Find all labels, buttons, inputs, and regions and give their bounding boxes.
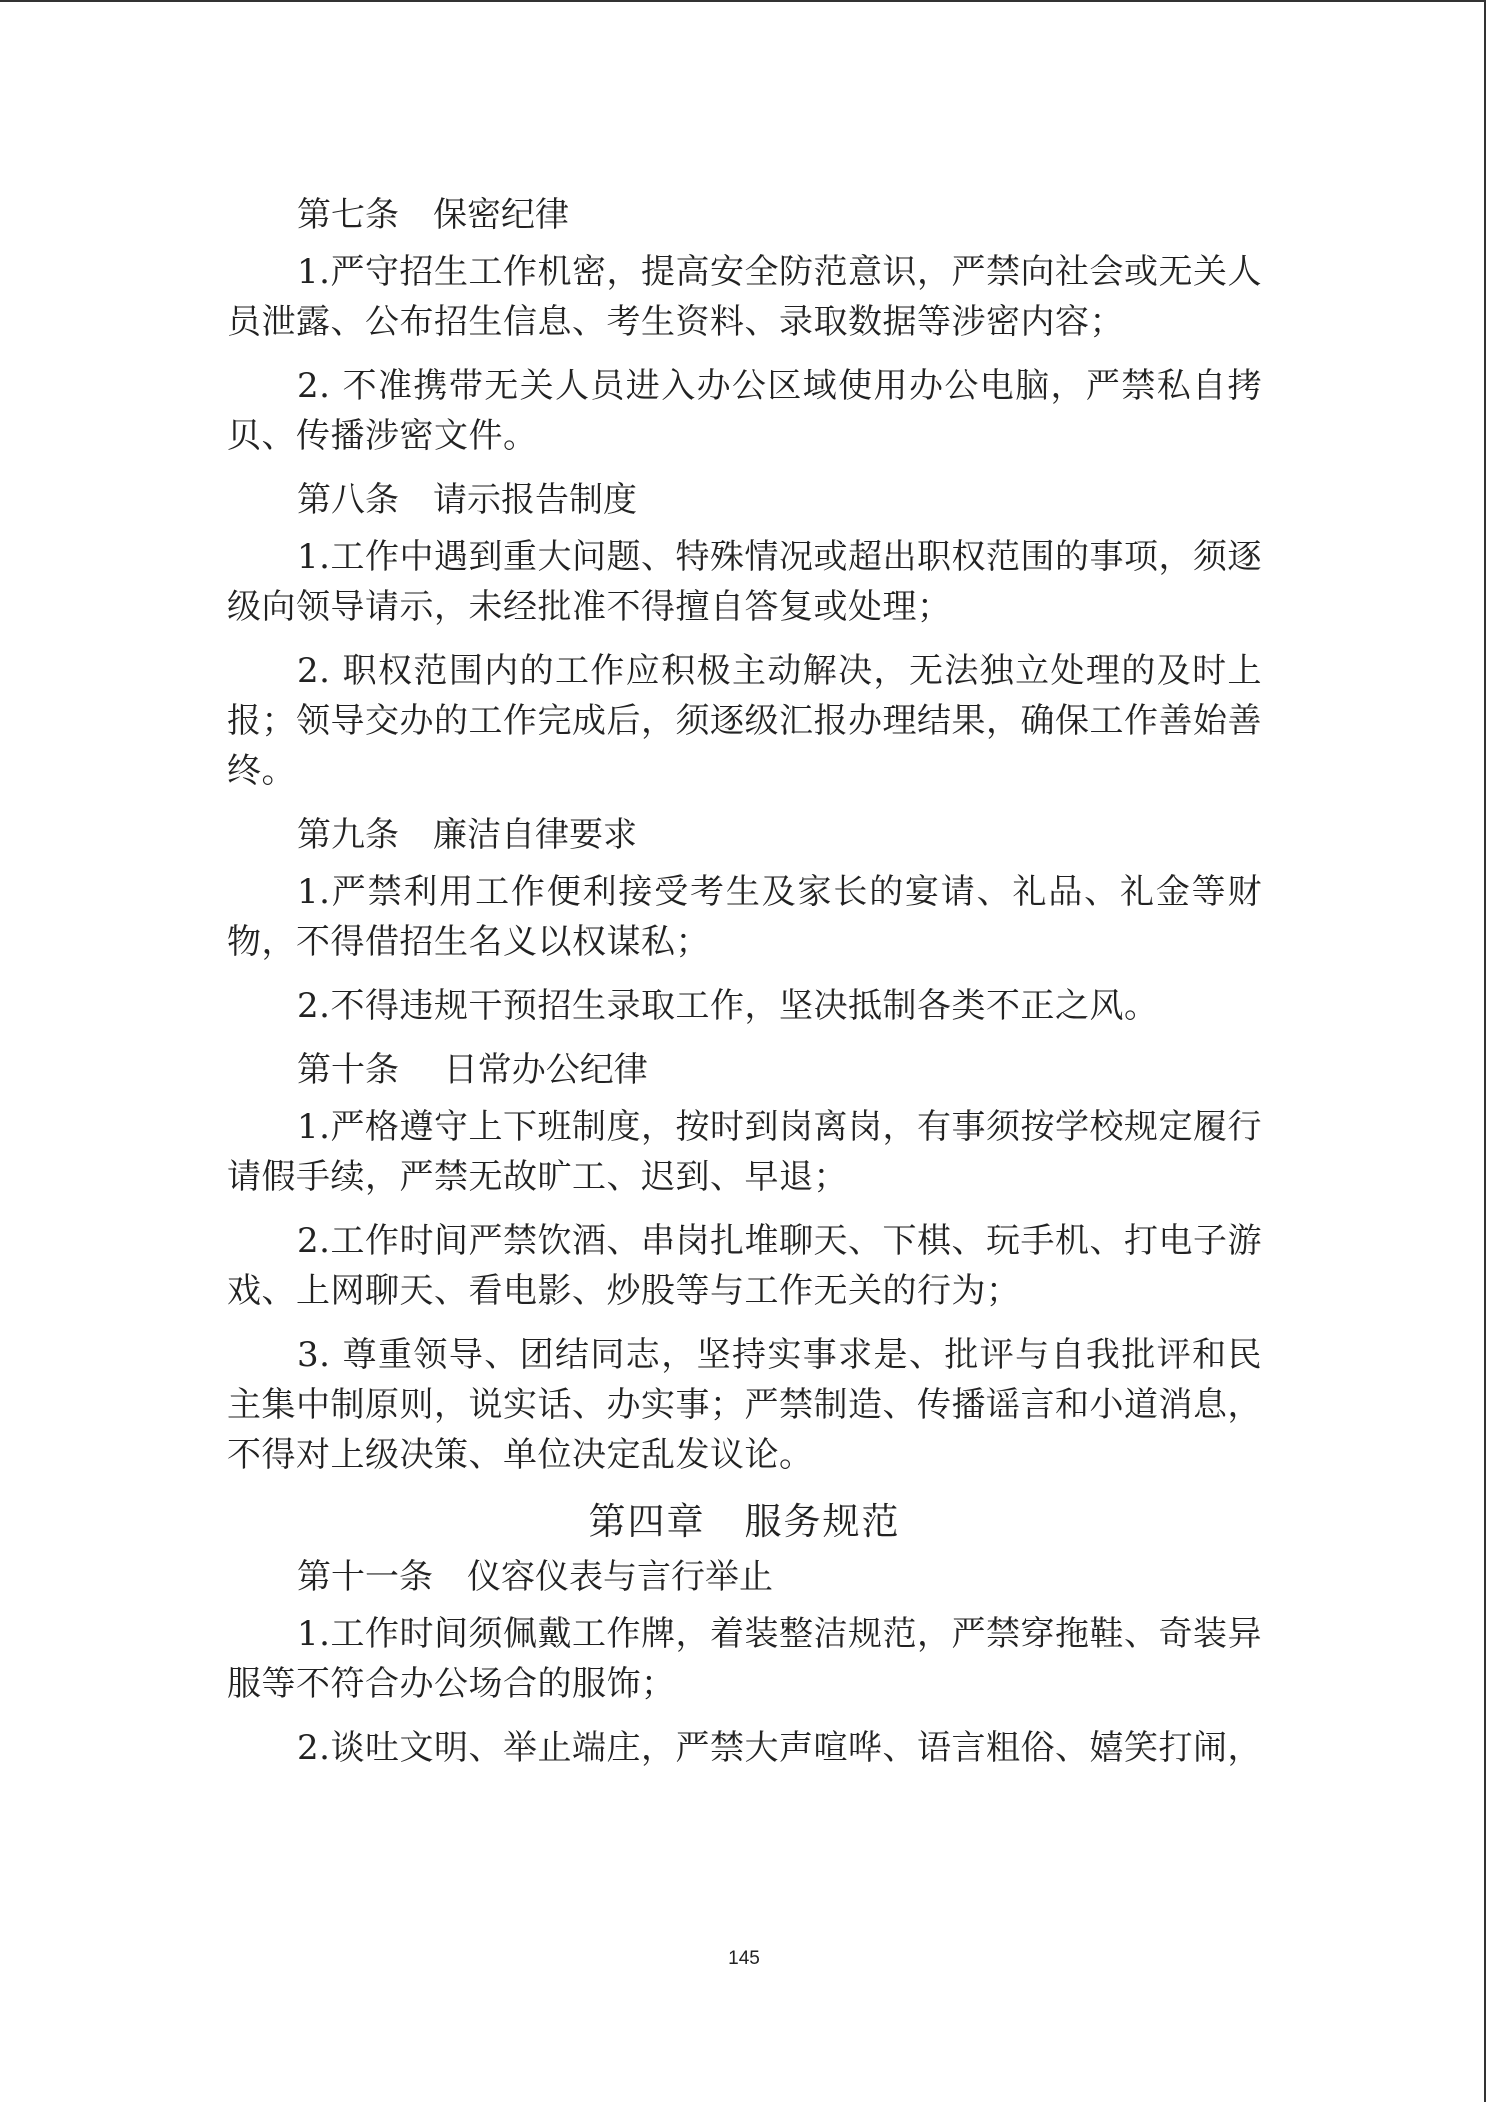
paragraph: 1.严禁利用工作便利接受考生及家长的宴请、礼品、礼金等财物，不得借招生名义以权谋私； <box>227 872 1262 962</box>
article-heading: 第十条 日常办公纪律 <box>297 1050 648 1090</box>
article-heading: 第九条 廉洁自律要求 <box>297 815 637 855</box>
paragraph: 1.工作中遇到重大问题、特殊情况或超出职权范围的事项，须逐级向领导请示，未经批准不得擅自答复或处理； <box>227 537 1262 627</box>
paragraph: 2. 职权范围内的工作应积极主动解决，无法独立处理的及时上报；领导交办的工作完成后，须逐级汇报办理结果，确保工作善始善终。 <box>227 651 1262 791</box>
document-body <box>227 190 1262 1787</box>
paragraph: 2. 不准携带无关人员进入办公区域使用办公电脑，严禁私自拷贝、传播涉密文件。 <box>227 366 1262 456</box>
article-heading: 第十一条 仪容仪表与言行举止 <box>297 1557 773 1597</box>
paragraph: 2.不得违规干预招生录取工作，坚决抵制各类不正之风。 <box>297 986 1159 1026</box>
paragraph: 3. 尊重领导、团结同志，坚持实事求是、批评与自我批评和民主集中制原则，说实话、办实事；严禁制造、传播谣言和小道消息，不得对上级决策、单位决定乱发议论。 <box>227 1335 1262 1475</box>
paragraph: 2.谈吐文明、举止端庄，严禁大声喧哗、语言粗俗、嬉笑打闹， <box>297 1728 1262 1768</box>
chapter-heading: 第四章 服务规范 <box>588 1500 901 1543</box>
article-heading: 第八条 请示报告制度 <box>297 480 637 520</box>
article-heading: 第七条 保密纪律 <box>297 195 569 235</box>
paragraph: 1.严格遵守上下班制度，按时到岗离岗，有事须按学校规定履行请假手续，严禁无故旷工、迟到、早退； <box>227 1107 1262 1197</box>
paragraph: 2.工作时间严禁饮酒、串岗扎堆聊天、下棋、玩手机、打电子游戏、上网聊天、看电影、炒股等与工作无关的行为； <box>227 1221 1262 1311</box>
page-number: 145 <box>728 1948 760 1969</box>
paragraph: 1.工作时间须佩戴工作牌，着装整洁规范，严禁穿拖鞋、奇装异服等不符合办公场合的服饰； <box>227 1614 1262 1704</box>
paragraph: 1.严守招生工作机密，提高安全防范意识，严禁向社会或无关人员泄露、公布招生信息、考生资料、录取数据等涉密内容； <box>227 252 1262 342</box>
